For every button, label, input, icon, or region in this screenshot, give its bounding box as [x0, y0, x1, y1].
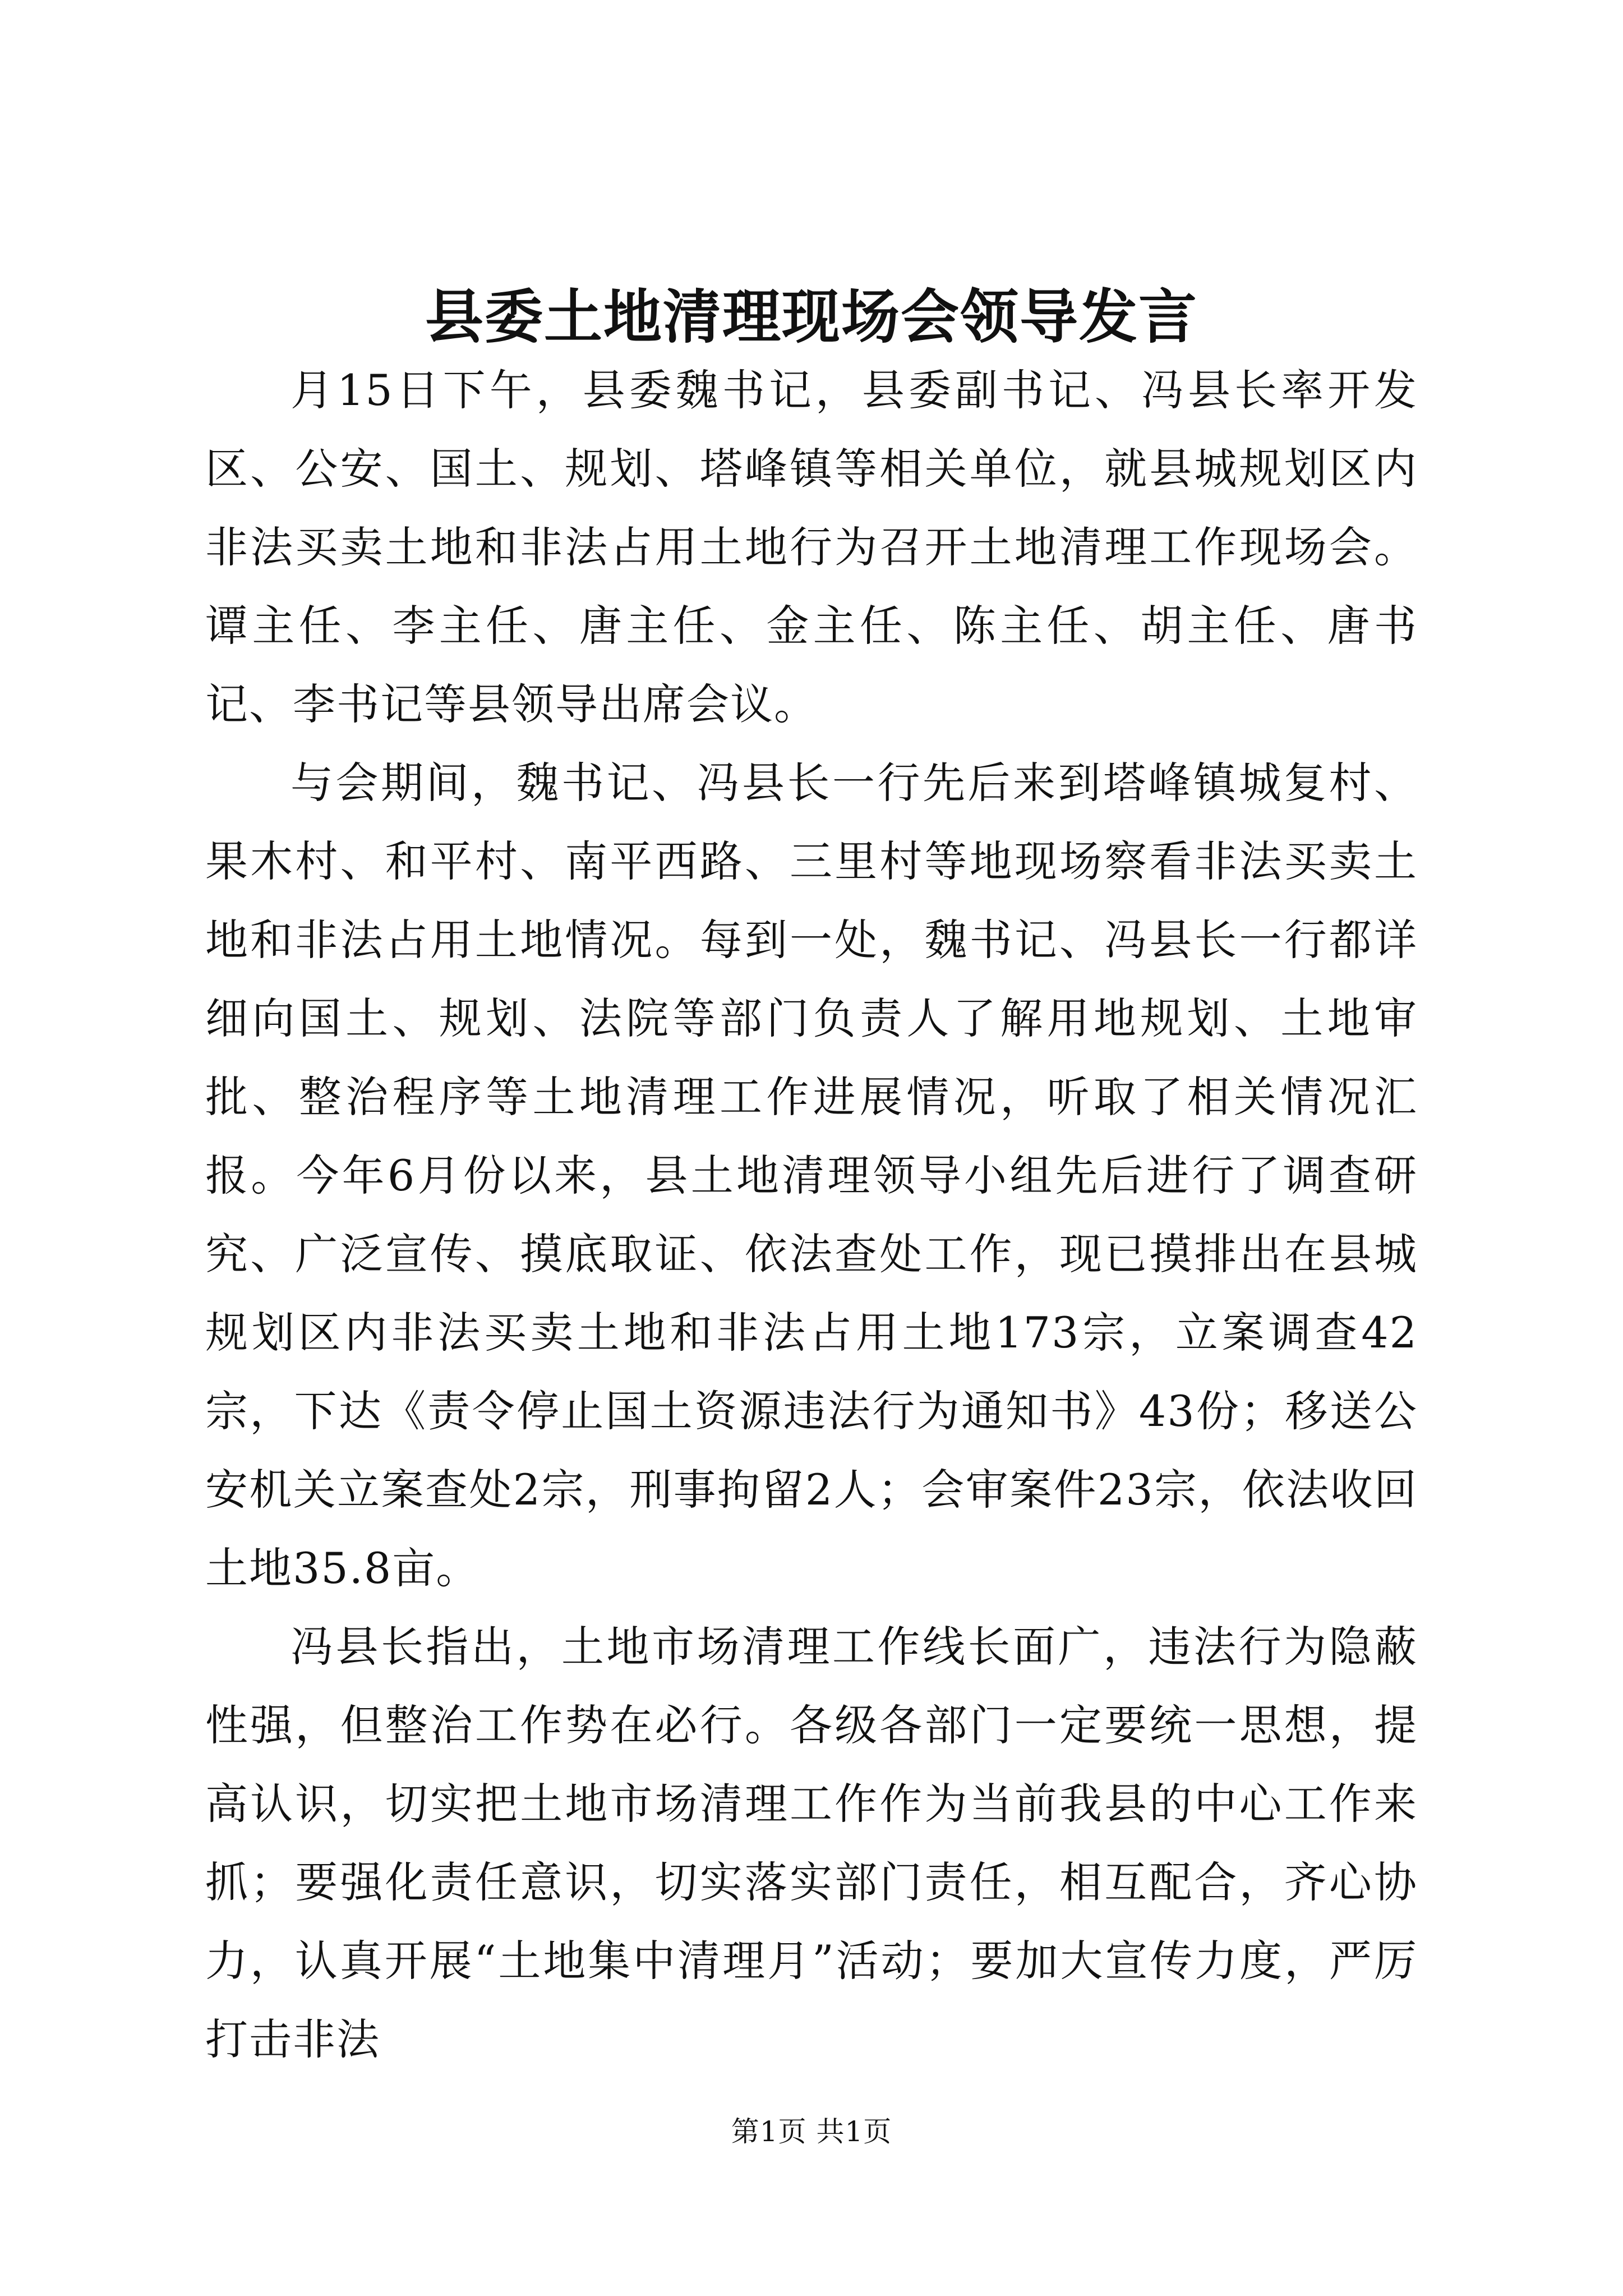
page-footer: 第1页 共1页: [731, 2115, 892, 2148]
document-body: [205, 351, 1418, 2079]
document-title: 县委土地清理现场会领导发言: [425, 282, 1198, 351]
paragraph-2: 与会期间，魏书记、冯县长一行先后来到塔峰镇城复村、果木村、和平村、南平西路、三里村等地现场察看非法买卖土地和非法占用土地情况。每到一处，魏书记、冯县长一行都详细向国土、规划、法院等部门负责人了解用地规划、土地审批、整治程序等土地清理工作进展情况，听取了相关情况汇报。今年6月份以来，县土地清理领导小组先后进行了调查研究、广泛宣传、摸底取证、依法查处工作，现已摸排出在县城规划区内非法买卖土地和非法占用土地173宗，立案调查42宗，下达《责令停止国土资源违法行为通知书》43份；移送公安机关立案查处2宗，刑事拘留2人；会审案件23宗，依法收回土地35.8亩。: [205, 758, 1418, 1593]
paragraph-1: 月15日下午，县委魏书记，县委副书记、冯县长率开发区、公安、国土、规划、塔峰镇等相关单位，就县城规划区内非法买卖土地和非法占用土地行为召开土地清理工作现场会。谭主任、李主任、唐主任、金主任、陈主任、胡主任、唐书记、李书记等县领导出席会议。: [205, 365, 1418, 729]
paragraph-3: 冯县长指出，土地市场清理工作线长面广，违法行为隐蔽性强，但整治工作势在必行。各级各部门一定要统一思想，提高认识，切实把土地市场清理工作作为当前我县的中心工作来抓；要强化责任意识，切实落实部门责任，相互配合，齐心协力，认真开展“土地集中清理月”活动；要加大宣传力度，严厉打击非法: [205, 1622, 1418, 2064]
